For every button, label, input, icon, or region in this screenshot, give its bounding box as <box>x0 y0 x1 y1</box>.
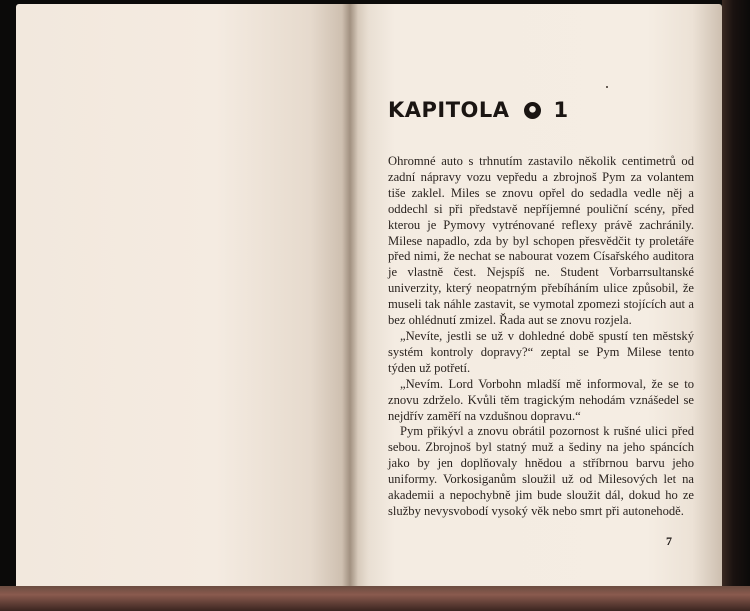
chapter-heading <box>388 92 568 128</box>
chapter-title: KAPITOLA <box>388 98 510 122</box>
book-edge-bottom <box>0 586 750 611</box>
chapter-number: 1 <box>553 98 569 122</box>
page-number: 7 <box>666 534 672 548</box>
book-gutter <box>342 4 358 586</box>
paper-speck <box>606 86 608 88</box>
paragraph-1: Ohromné auto s trhnutím zastavilo několik centimetrů od zadní nápravy vozu vepředu a zbrojnoš Pym za volantem tiše zaklel. Miles se znovu opřel do sedadla vedle něj a oddechl si při představě nepříjemné pouliční scény, před kterou je Pymovy vytrénované reflexy právě zachránily. Milese napadlo, zda by byl schopen přesvědčit ty proletáře před nimi, že nechat se nabourat vozem Císařského auditora je vlastně čest. Nejspíš ne. Student Vorbarrsultanské univerzity, který neopatrným přebíháním ulice způsobil, že museli tak náhle zastavit, se vymotal zpomezi stojících aut a bez ohlédnutí zmizel. Řada aut se znovu rozjela. <box>388 154 694 328</box>
chapter-body-text <box>388 154 694 520</box>
chapter-emblem-icon <box>524 102 541 119</box>
paragraph-2: „Nevíte, jestli se už v dohledné době spustí ten městský systém kontroly dopravy?“ zeptal se Pym Milese tento týden už potřetí. <box>388 328 694 375</box>
left-page-blank <box>16 4 350 586</box>
paragraph-3: „Nevím. Lord Vorbohn mladší mě informoval, že se to znovu zdrželo. Kvůli těm tragickým nehodám vznášedel se nejdřív zaměří na vzdušnou dopravu.“ <box>388 376 694 423</box>
book-edge-right <box>722 0 750 611</box>
paragraph-4: Pym přikývl a znovu obrátil pozornost k rušné ulici před sebou. Zbrojnoš byl statný muž a šediny na jeho spáncích jako by jen doplňovaly hnědou a stříbrnou barvu jeho uniformy. Vorkosiganům sloužil už od Milesových let na akademii a nepochybně jim bude sloužit dál, dokud ho ze služby nevysvobodí vysoký věk nebo smrt při autonehodě. <box>388 424 694 518</box>
